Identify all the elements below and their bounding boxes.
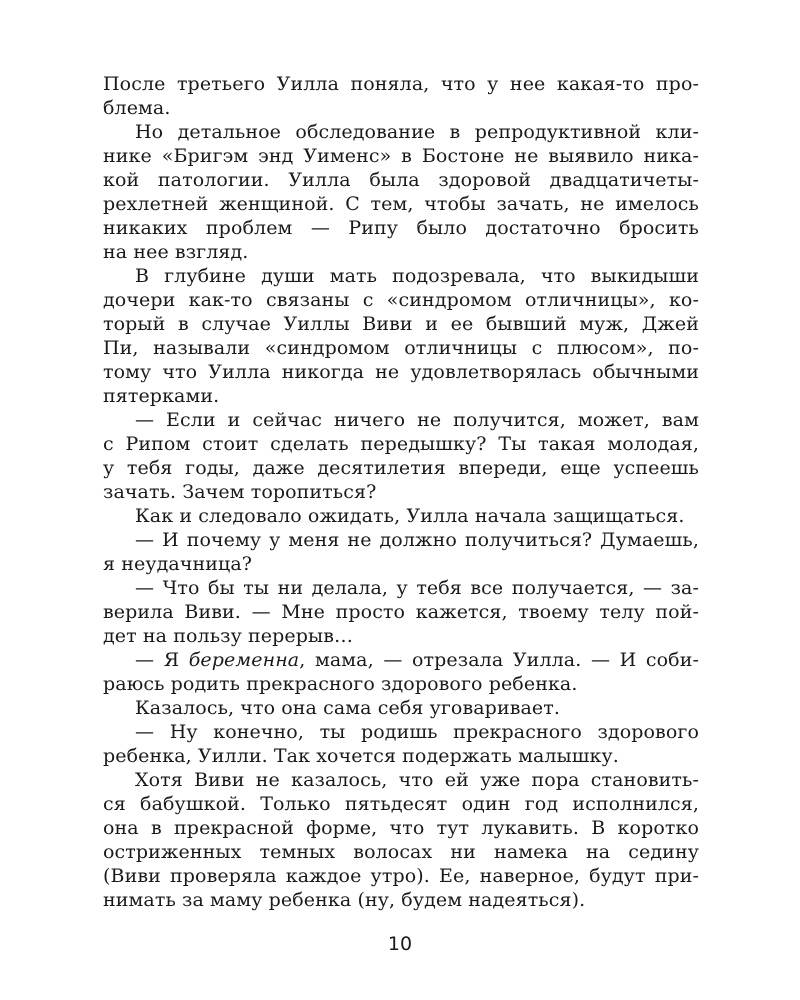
text-line: ся бабушкой. Только пятьдесят один год исполнился, [103,793,699,815]
text-line: Хотя Виви не казалось, что ей уже пора становить- [135,769,699,791]
text-line: дет на пользу перерыв… [103,625,354,647]
text-line [103,648,699,672]
text-line: нимать за маму ребенка (ну, будем надеяться). [103,889,586,911]
text-line: нике «Бригэм энд Уименс» в Бостоне не выявило ника- [103,145,699,167]
text-line: у тебя годы, даже десятилетия впереди, еще успеешь [103,457,699,479]
text-line: зачать. Зачем торопиться? [103,481,377,503]
text-line: раюсь родить прекрасного здорового ребенка. [103,673,578,695]
text-line: Как и следовало ожидать, Уилла начала защищаться. [135,505,685,527]
text-line: торый в случае Уиллы Виви и ее бывший муж, Джей [103,313,699,335]
text-line: я неудачница? [103,553,253,575]
text-line: — Если и сейчас ничего не получится, может, вам [135,409,699,431]
text-line: она в прекрасной форме, что тут лукавить. В коротко [103,817,699,839]
italic-text: беременна [188,649,300,671]
text-line: на нее взгляд. [103,241,249,263]
text-line: дочери как-то связаны с «синдромом отличницы», ко- [103,289,699,311]
text-line: тому что Уилла никогда не удовлетворялась обычными [103,361,699,383]
text-line: верила Виви. — Мне просто кажется, твоему телу пой- [103,601,699,623]
body-text [103,72,699,912]
text-line: Но детальное обследование в репродуктивной кли- [135,121,699,143]
text-segment: , мама, — отрезала Уилла. — И соби- [299,649,699,671]
text-line: В глубине души мать подозревала, что выкидыши [135,265,699,287]
text-line: никаких проблем — Рипу было достаточно бросить [103,217,699,239]
text-line: (Виви проверяла каждое утро). Ее, наверное, будут при- [103,865,699,887]
page-number: 10 [387,933,413,955]
text-segment: — Я [135,649,189,671]
text-line: остриженных темных волосах ни намека на седину [103,841,699,863]
text-line: Пи, называли «синдромом отличницы с плюсом», по- [103,337,699,359]
text-line: кой патологии. Уилла была здоровой двадцатичеты- [103,169,699,191]
text-line: — Ну конечно, ты родишь прекрасного здорового [135,721,699,743]
text-line: блема. [103,97,171,119]
text-line: с Рипом стоит сделать передышку? Ты такая молодая, [103,433,699,455]
text-line: — И почему у меня не должно получиться? Думаешь, [135,529,699,551]
text-line: Казалось, что она сама себя уговаривает. [135,697,561,719]
text-line: рехлетней женщиной. С тем, чтобы зачать, не имелось [103,193,699,215]
text-line: После третьего Уилла поняла, что у нее какая-то про- [103,73,699,95]
text-line: — Что бы ты ни делала, у тебя все получается, — за- [135,577,699,599]
text-line: пятерками. [103,385,220,407]
text-line: ребенка, Уилли. Так хочется подержать малышку. [103,745,619,767]
